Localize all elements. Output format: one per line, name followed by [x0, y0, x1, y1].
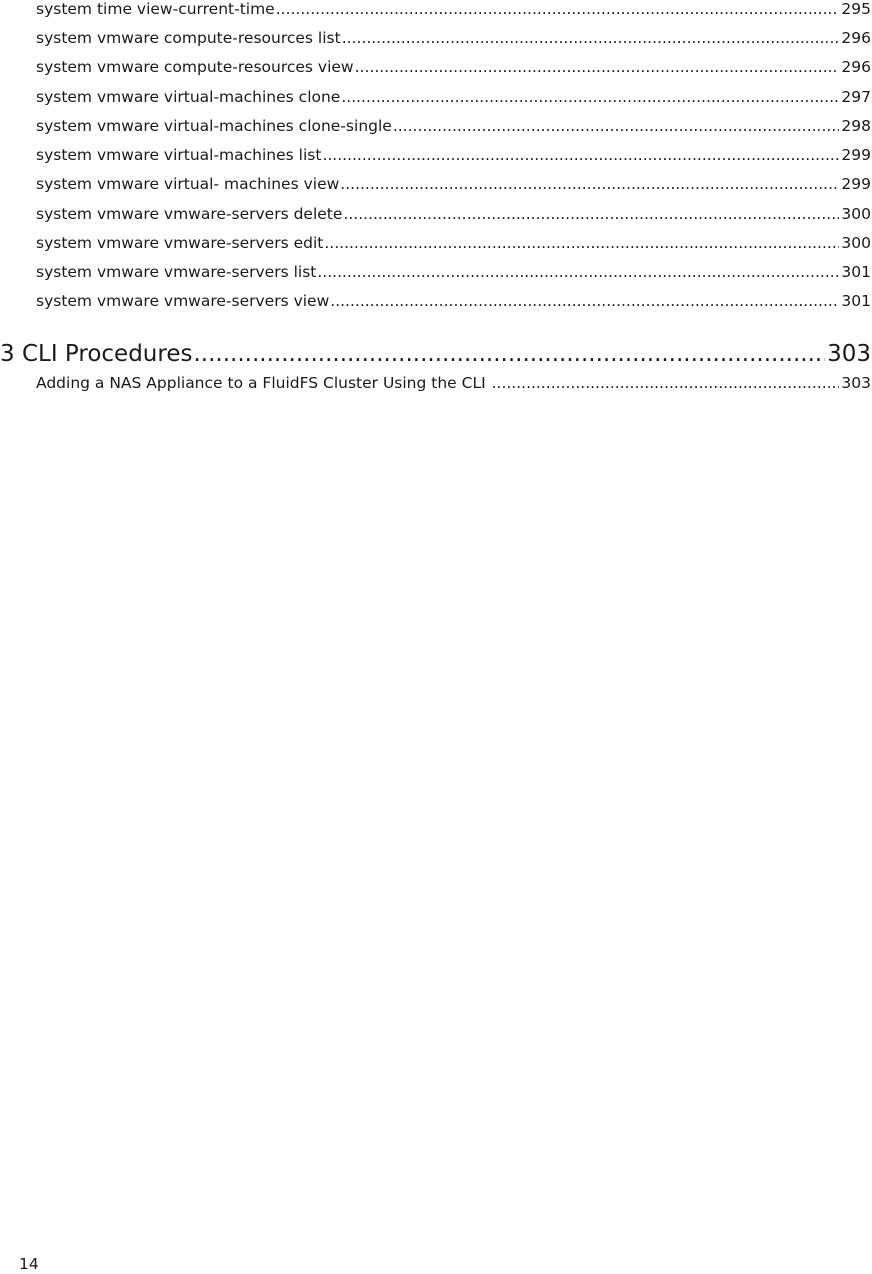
dot-leader — [393, 115, 840, 137]
toc-entry[interactable] — [36, 232, 871, 254]
toc-entry[interactable] — [36, 86, 871, 108]
toc-entry-page: 299 — [841, 146, 871, 164]
toc-entry-page: 298 — [841, 117, 871, 135]
toc-entry[interactable] — [36, 372, 871, 394]
toc-entry[interactable] — [36, 261, 871, 283]
toc-entry[interactable] — [36, 115, 871, 137]
toc-entry-label: system vmware virtual- machines view — [36, 175, 340, 193]
dot-leader — [342, 27, 840, 49]
toc-entry-label: system vmware compute-resources view — [36, 58, 354, 76]
toc-entry[interactable] — [36, 203, 871, 225]
dot-leader — [355, 56, 840, 78]
toc-entry-label: system vmware vmware-servers list — [36, 263, 317, 281]
dot-leader — [492, 372, 840, 394]
page-number: 14 — [19, 1255, 39, 1273]
toc-entry-page: 303 — [841, 374, 871, 392]
toc-entry[interactable] — [36, 173, 871, 195]
toc-entry-label: system time view-current-time — [36, 0, 275, 18]
dot-leader — [340, 173, 839, 195]
toc-entry-page: 300 — [841, 205, 871, 223]
toc-entry[interactable] — [36, 290, 871, 312]
toc-entry-label: system vmware virtual-machines clone-single — [36, 117, 392, 135]
toc-entry[interactable] — [36, 144, 871, 166]
toc-entry-label: system vmware virtual-machines clone — [36, 88, 341, 106]
toc-entry[interactable] — [36, 0, 871, 20]
dot-leader — [317, 261, 839, 283]
dot-leader — [276, 0, 840, 20]
dot-leader — [343, 203, 839, 225]
toc-entry-label: system vmware vmware-servers edit — [36, 234, 324, 252]
toc-entry-page: 300 — [841, 234, 871, 252]
dot-leader — [324, 232, 839, 254]
toc-entry-label: system vmware vmware-servers delete — [36, 205, 343, 223]
dot-leader — [322, 144, 839, 166]
toc-chapter-label: 3 CLI Procedures — [0, 341, 193, 367]
toc-entry[interactable] — [36, 56, 871, 78]
toc-entry-label: system vmware vmware-servers view — [36, 292, 330, 310]
toc-entry-page: 296 — [841, 58, 871, 76]
dot-leader — [341, 86, 839, 108]
toc-entry-page: 297 — [841, 88, 871, 106]
toc-chapter-page: 303 — [827, 341, 871, 367]
dot-leader — [193, 338, 825, 370]
toc-entry-label: system vmware compute-resources list — [36, 29, 341, 47]
toc-entry-page: 295 — [841, 0, 871, 18]
toc-chapter-heading[interactable] — [0, 338, 871, 370]
toc-entry-label: system vmware virtual-machines list — [36, 146, 322, 164]
toc-entry-label: Adding a NAS Appliance to a FluidFS Cluster Using the CLI — [36, 374, 491, 392]
toc-entry-page: 299 — [841, 175, 871, 193]
toc-entry[interactable] — [36, 27, 871, 49]
toc-entry-page: 301 — [841, 263, 871, 281]
toc-entry-page: 301 — [841, 292, 871, 310]
dot-leader — [330, 290, 839, 312]
toc-entry-page: 296 — [841, 29, 871, 47]
